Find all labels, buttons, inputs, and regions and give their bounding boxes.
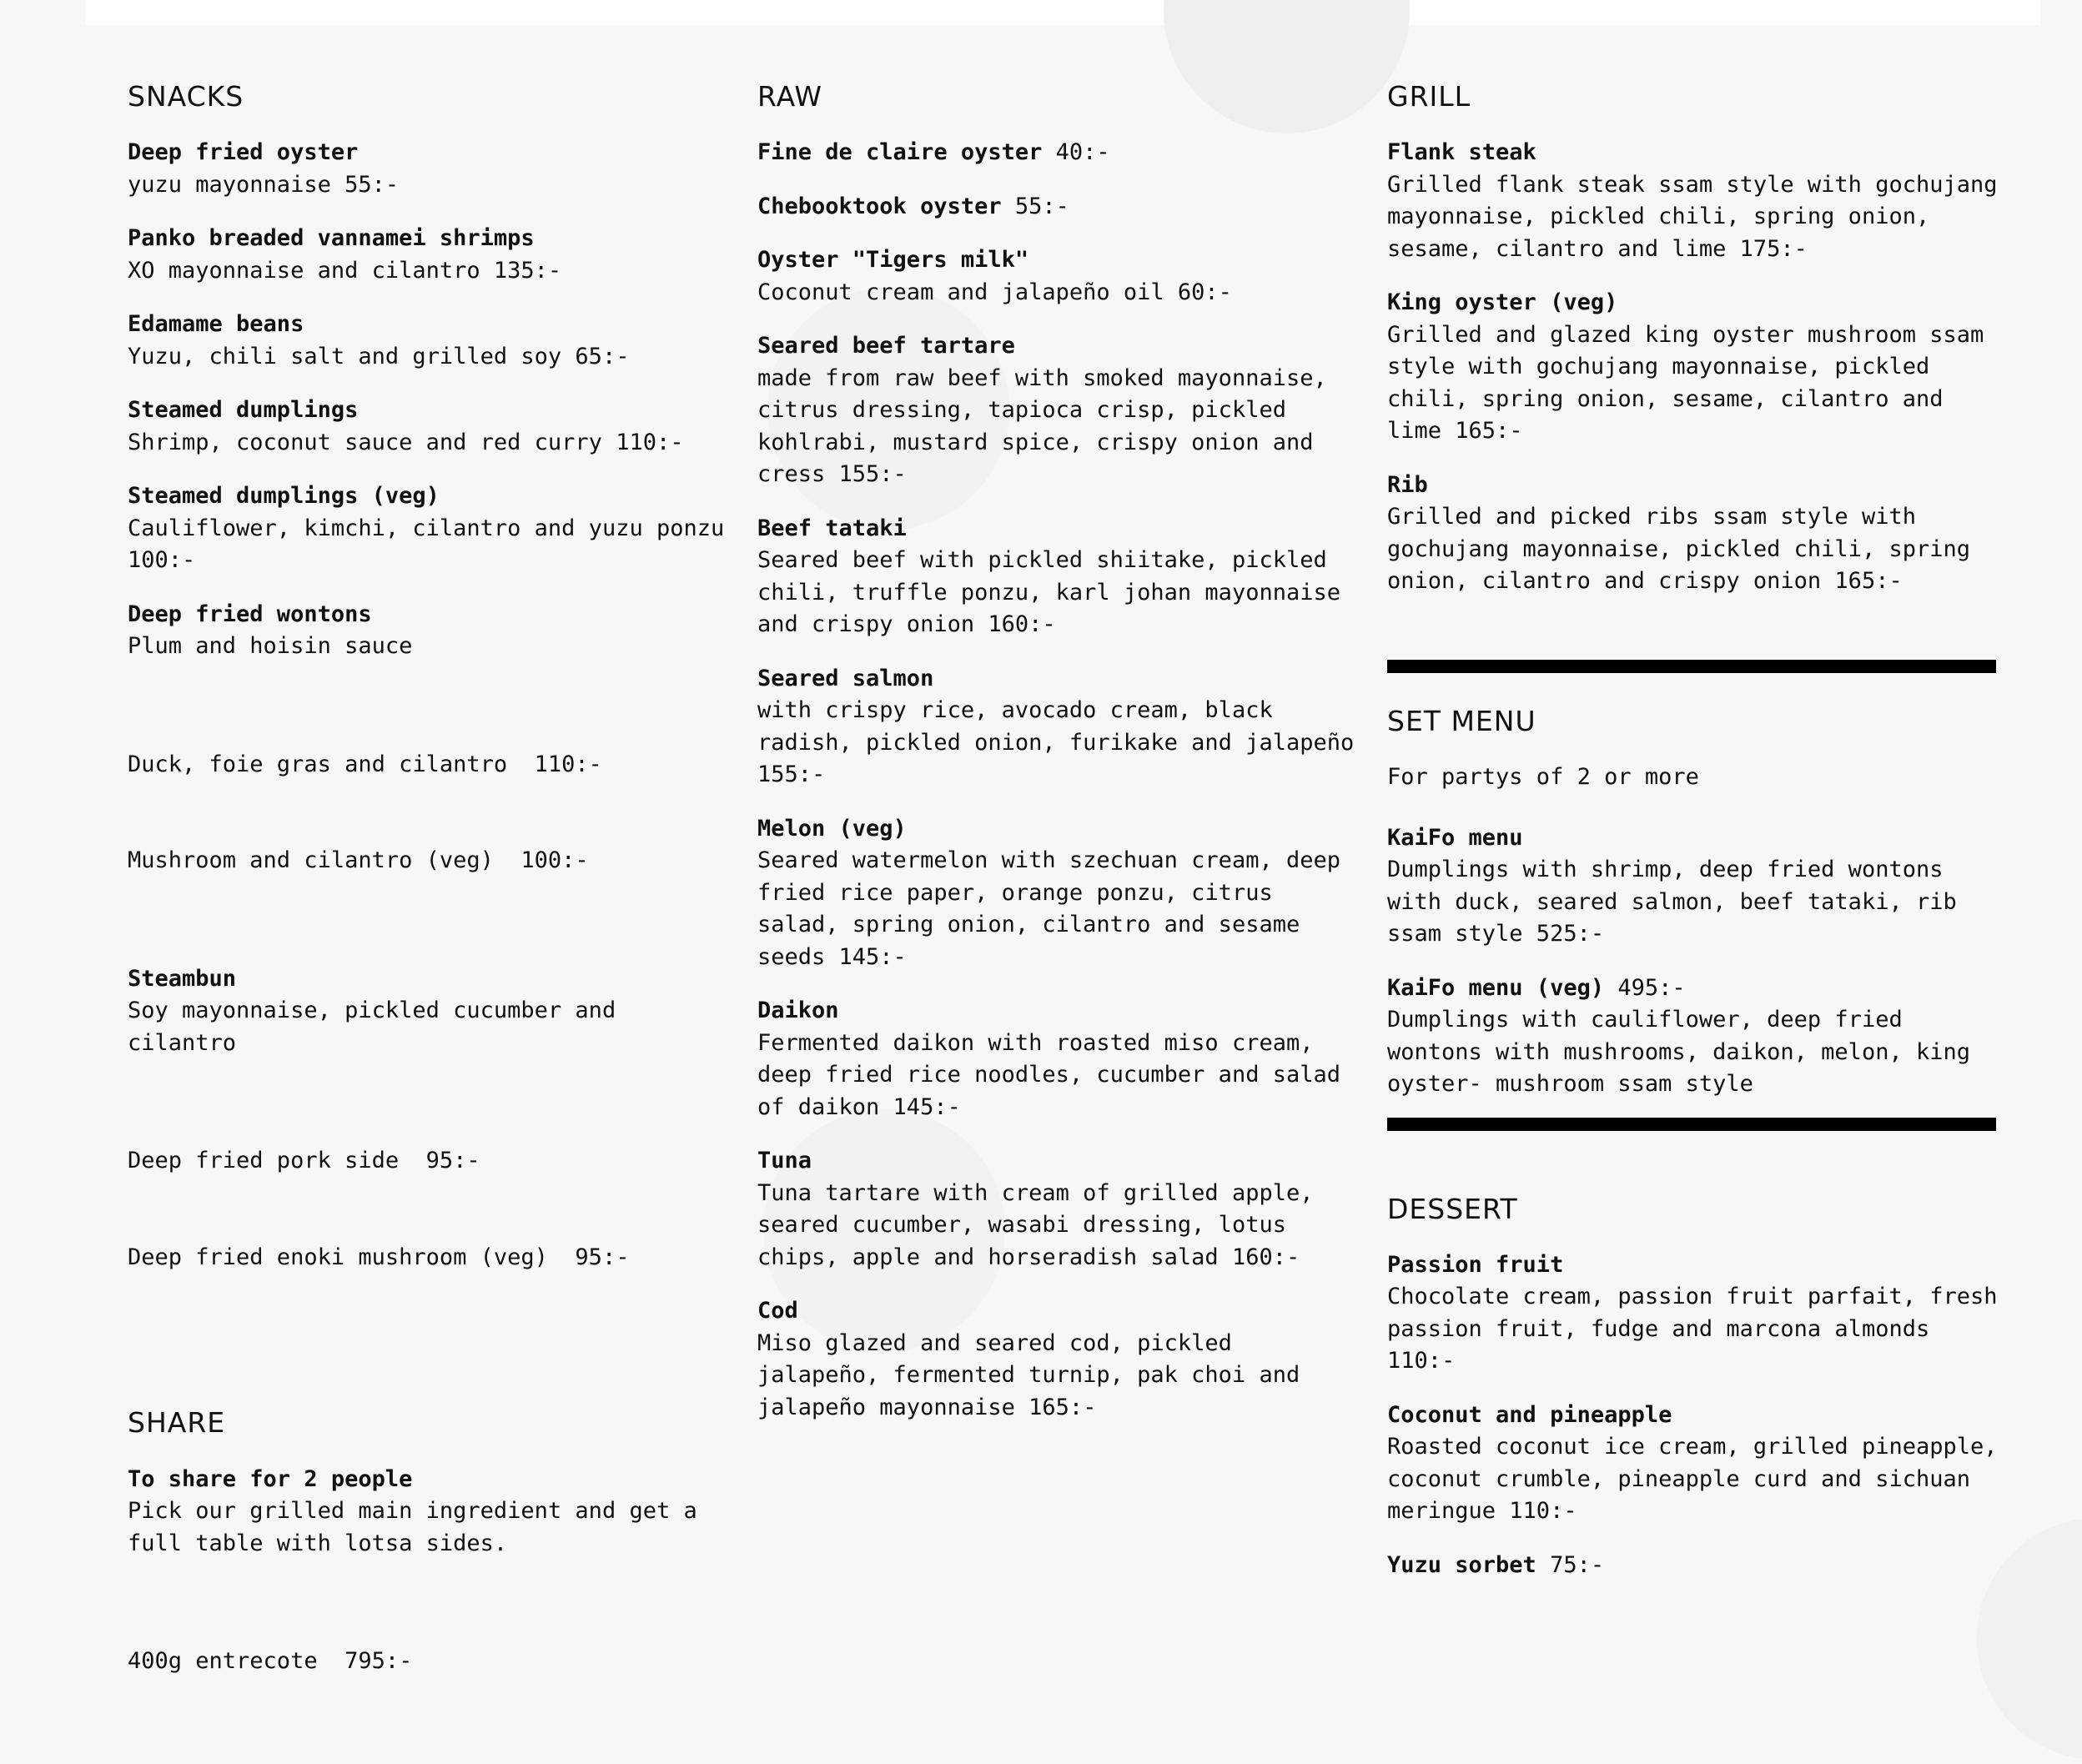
item-name: Steamed dumplings	[128, 397, 359, 424]
item-description: Plum and hoisin sauce	[128, 633, 413, 660]
menu-item-passion-fruit	[1387, 1249, 2004, 1378]
menu-item-share	[128, 1464, 728, 1560]
menu-item-panko-shrimps	[128, 223, 728, 287]
menu-item-fine-de-claire	[757, 137, 1358, 169]
item-name: Oyster "Tigers milk"	[757, 247, 1029, 274]
item-description: Grilled and picked ribs ssam style with gochujang mayonnaise, pickled chili, spring onion, cilantro and crispy onion 165:-	[1387, 504, 1970, 595]
item-description: Roasted coconut ice cream, grilled pineapple, coconut crumble, pineapple curd and sichuan meringue 110:-	[1387, 1434, 1998, 1525]
menu-item-steamed-dumplings	[128, 395, 728, 459]
option-enoki: Deep fried enoki mushroom (veg) 95:-	[128, 1244, 630, 1270]
divider-rule	[1387, 660, 1996, 673]
item-name: Flank steak	[1387, 139, 1536, 166]
menu-item-rib	[1387, 470, 2004, 598]
item-name: Deep fried wontons	[128, 601, 372, 627]
item-name: Chebooktook oyster	[757, 193, 1002, 219]
menu-item-chebooktook	[757, 191, 1358, 224]
menu-item-melon	[757, 813, 1358, 974]
item-name: Steamed dumplings (veg)	[128, 483, 440, 510]
item-description: yuzu mayonnaise 55:-	[128, 171, 400, 198]
option-mushroom: Mushroom and cilantro (veg) 100:-	[128, 847, 589, 874]
column-raw	[757, 0, 1358, 1445]
section-title-grill: GRILL	[1387, 80, 1471, 113]
item-description: Seared watermelon with szechuan cream, deep fried rice paper, orange ponzu, citrus salad, spring onion, cilantro and sesame seeds 145:-	[757, 847, 1340, 970]
menu-item-tuna	[757, 1145, 1358, 1274]
column-snacks-share	[128, 0, 728, 1764]
section-title-dessert: DESSERT	[1387, 1192, 1518, 1225]
option-pork: Deep fried pork side 95:-	[128, 1148, 480, 1174]
option-entrecote: 400g entrecote 795:-	[128, 1648, 413, 1675]
menu-item-king-oyster	[1387, 287, 2004, 448]
menu-item-daikon	[757, 995, 1358, 1123]
item-description: Miso glazed and seared cod, pickled jalapeño, fermented turnip, pak choi and jalapeño mayonnaise 165:-	[757, 1329, 1300, 1420]
item-price: 495:-	[1604, 974, 1686, 1001]
item-description: Grilled and glazed king oyster mushroom ssam style with gochujang mayonnaise, pickled chili, spring onion, sesame, cilantro and lime 165:-	[1387, 321, 1984, 445]
divider-rule	[1387, 1118, 1996, 1131]
item-name: Steambun	[128, 965, 237, 992]
set-menu-intro	[1387, 761, 2004, 794]
menu-item-beef-tataki	[757, 513, 1358, 641]
item-description: Pick our grilled main ingredient and get a full table with lotsa sides.	[128, 1498, 697, 1556]
item-name: King oyster (veg)	[1387, 289, 1618, 316]
item-name: Panko breaded vannamei shrimps	[128, 225, 535, 252]
item-name: Tuna	[757, 1148, 812, 1174]
menu-item-deep-fried-wontons	[128, 599, 728, 663]
item-description: Seared beef with pickled shiitake, pickled chili, truffle ponzu, karl johan mayonnaise and crispy onion 160:-	[757, 547, 1340, 638]
item-name: Melon (veg)	[757, 815, 907, 842]
item-price: 55:-	[1001, 193, 1069, 219]
menu-item-cod	[757, 1295, 1358, 1424]
menu-item-edamame	[128, 309, 728, 373]
menu-item-wonton-options	[128, 685, 728, 942]
item-name: Fine de claire oyster	[757, 139, 1043, 166]
menu-item-yuzu-sorbet	[1387, 1550, 2004, 1582]
item-description: Chocolate cream, passion fruit parfait, fresh passion fruit, fudge and marcona almonds 110:-	[1387, 1284, 1998, 1375]
menu-item-coconut-pineapple	[1387, 1400, 2004, 1528]
set-menu-intro-text: For partys of 2 or more	[1387, 764, 1699, 791]
menu-item-steamed-dumplings-veg	[128, 480, 728, 577]
menu-item-beef-tartare	[757, 330, 1358, 491]
menu-item-steambun	[128, 963, 728, 1060]
item-name: Edamame beans	[128, 311, 304, 338]
item-description: Shrimp, coconut sauce and red curry 110:-	[128, 429, 684, 455]
item-description: Tuna tartare with cream of grilled apple, seared cucumber, wasabi dressing, lotus chips, apple and horseradish salad 160:-	[757, 1179, 1314, 1270]
item-description: Dumplings with cauliflower, deep fried wontons with mushrooms, daikon, melon, king oyster- mushroom ssam style	[1387, 1007, 1970, 1098]
menu-item-kaifo-veg	[1387, 972, 2004, 1101]
menu-item-entrecote	[128, 1581, 728, 1742]
item-name: Daikon	[757, 998, 839, 1024]
section-title-share: SHARE	[128, 1406, 226, 1440]
item-description: Cauliflower, kimchi, cilantro and yuzu ponzu 100:-	[128, 515, 725, 574]
menu-item-flank-steak	[1387, 137, 2004, 265]
item-description: with crispy rice, avocado cream, black radish, pickled onion, furikake and jalapeño 155:-	[757, 697, 1355, 788]
section-title-raw: RAW	[757, 80, 822, 113]
item-name: Beef tataki	[757, 515, 907, 541]
item-name: To share for 2 people	[128, 1465, 413, 1492]
item-name: KaiFo menu	[1387, 824, 1523, 851]
section-title-snacks: SNACKS	[128, 80, 244, 113]
column-grill-set-dessert	[1387, 0, 2004, 1603]
item-price: 75:-	[1536, 1551, 1605, 1578]
item-description: XO mayonnaise and cilantro 135:-	[128, 257, 562, 284]
item-description: Soy mayonnaise, pickled cucumber and cilantro	[128, 998, 616, 1056]
item-price: 40:-	[1042, 139, 1110, 166]
item-name: Rib	[1387, 471, 1428, 498]
section-title-set-menu: SET MENU	[1387, 704, 1536, 737]
item-name: Coconut and pineapple	[1387, 1401, 1672, 1428]
menu-item-kaifo	[1387, 822, 2004, 951]
item-name: Passion fruit	[1387, 1251, 1564, 1278]
menu-item-seared-salmon	[757, 663, 1358, 792]
item-name: Yuzu sorbet	[1387, 1551, 1536, 1578]
item-description: Dumplings with shrimp, deep fried wontons with duck, seared salmon, beef tataki, rib ssam style 525:-	[1387, 857, 1957, 947]
item-description: Coconut cream and jalapeño oil 60:-	[757, 279, 1232, 305]
menu-item-tigers-milk	[757, 244, 1358, 309]
item-name: Deep fried oyster	[128, 139, 359, 166]
item-description: made from raw beef with smoked mayonnaise, citrus dressing, tapioca crisp, pickled kohlrabi, mustard spice, crispy onion and cress 155:-	[757, 364, 1327, 488]
menu-item-deep-fried-oyster	[128, 137, 728, 201]
item-description: Grilled flank steak ssam style with gochujang mayonnaise, pickled chili, spring onion, sesame, cilantro and lime 175:-	[1387, 171, 1998, 262]
menu-item-steambun-options	[128, 1081, 728, 1338]
item-name: Seared beef tartare	[757, 333, 1015, 359]
item-description: Yuzu, chili salt and grilled soy 65:-	[128, 343, 630, 369]
item-description: Fermented daikon with roasted miso cream, deep fried rice noodles, cucumber and salad of daikon 145:-	[757, 1029, 1340, 1120]
item-name: KaiFo menu (veg)	[1387, 974, 1605, 1001]
option-duck: Duck, foie gras and cilantro 110:-	[128, 751, 602, 777]
item-name: Cod	[757, 1298, 798, 1324]
item-name: Seared salmon	[757, 665, 934, 691]
